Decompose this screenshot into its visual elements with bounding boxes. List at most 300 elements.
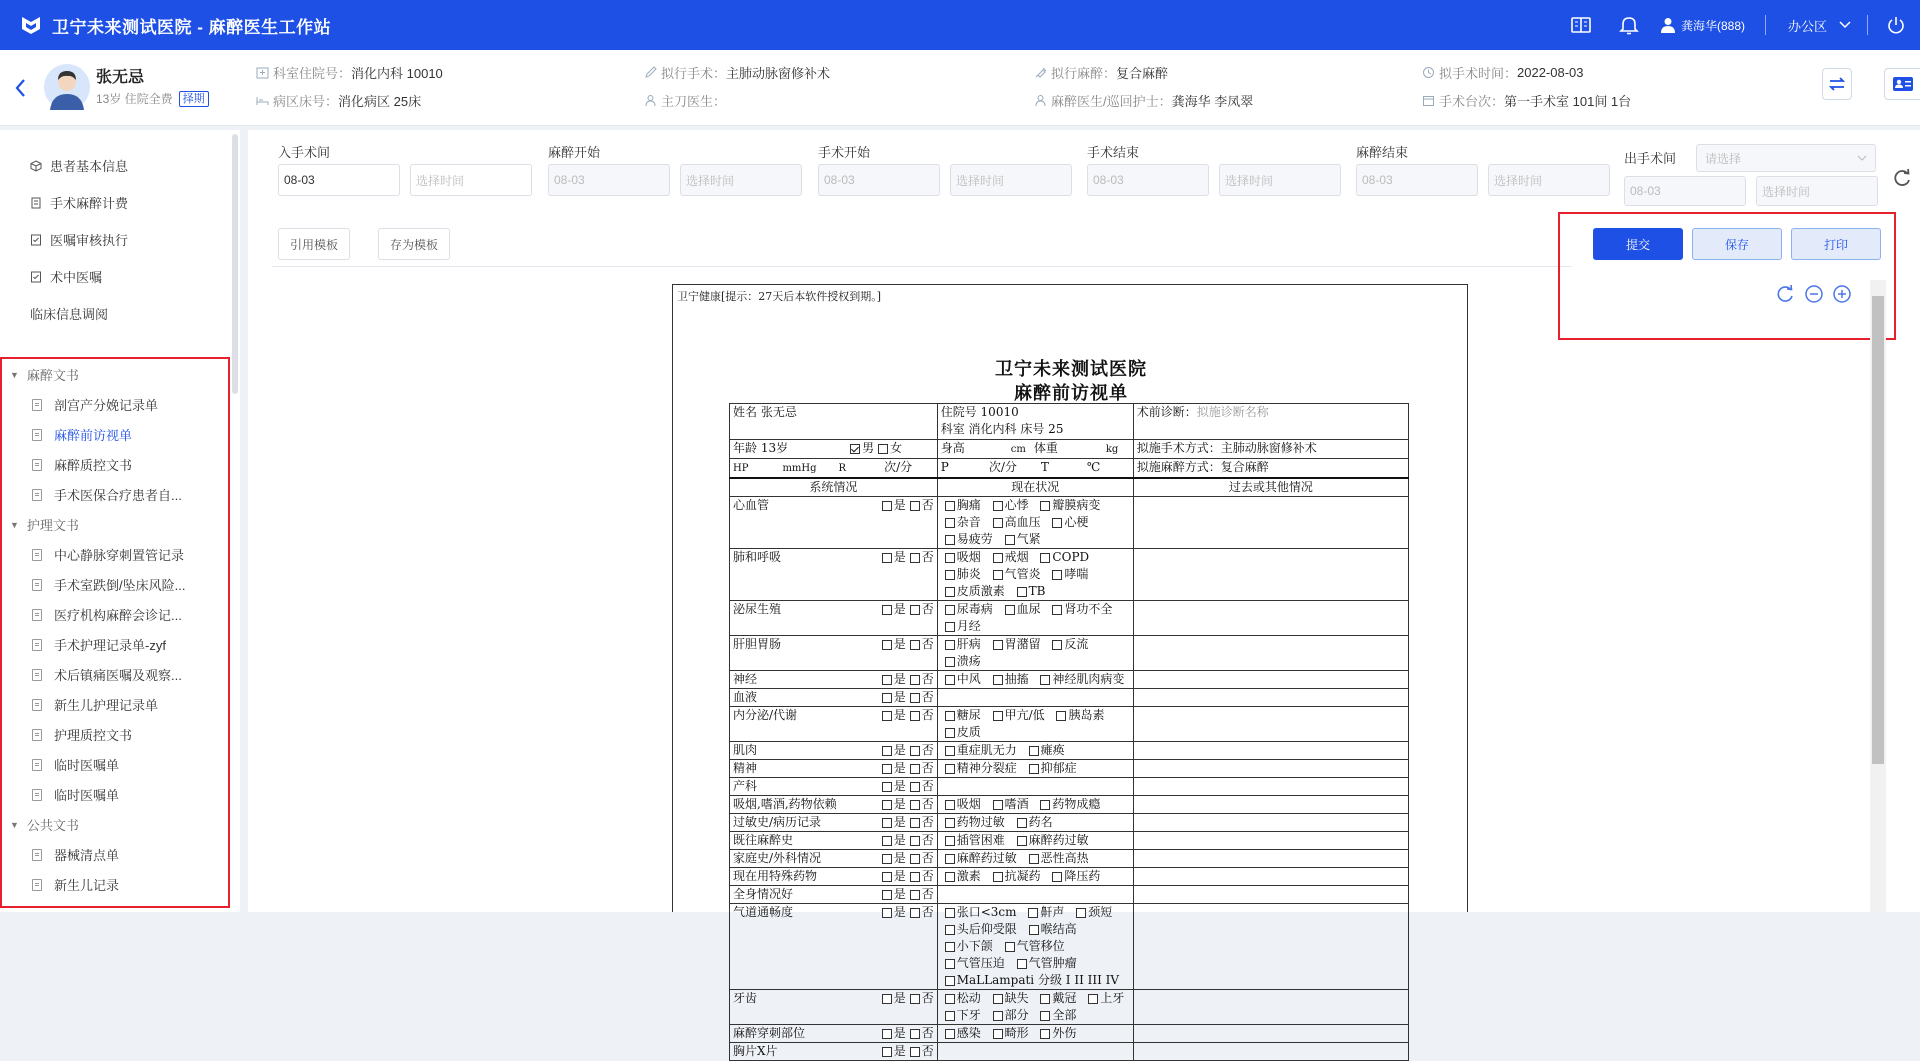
- no-checkbox[interactable]: [910, 818, 920, 828]
- option-checkbox[interactable]: [1040, 800, 1050, 810]
- option-checkbox[interactable]: [993, 518, 1003, 528]
- option-checkbox[interactable]: [945, 994, 955, 1004]
- option-checkbox[interactable]: [1029, 925, 1039, 935]
- form-row: [730, 601, 1409, 636]
- past-history-cell[interactable]: [1133, 850, 1408, 868]
- past-history-cell[interactable]: [1133, 904, 1408, 990]
- option-checkbox[interactable]: [1056, 711, 1066, 721]
- status-option[interactable]: [1036, 498, 1100, 512]
- option-checkbox[interactable]: [1088, 994, 1098, 1004]
- option-checkbox[interactable]: [945, 818, 955, 828]
- status-option[interactable]: [1025, 743, 1065, 757]
- status-option[interactable]: [1036, 1008, 1076, 1022]
- current-status-cell: [937, 636, 1133, 671]
- option-checkbox[interactable]: [945, 976, 955, 986]
- status-option[interactable]: [989, 1026, 1029, 1040]
- sidebar-item-clinical-info[interactable]: [30, 304, 108, 323]
- female-checkbox[interactable]: [878, 444, 888, 454]
- status-option[interactable]: [941, 672, 981, 686]
- option-checkbox[interactable]: [1040, 501, 1050, 511]
- ward-value: 消化病区 25床: [338, 94, 422, 109]
- past-history-cell[interactable]: [1133, 1043, 1408, 1061]
- time-label: 拟手术时间：: [1439, 66, 1518, 81]
- no-checkbox[interactable]: [910, 501, 920, 511]
- back-icon[interactable]: [12, 76, 30, 100]
- yes-checkbox[interactable]: [882, 872, 892, 882]
- current-status-cell: [937, 778, 1133, 796]
- no-checkbox[interactable]: [910, 890, 920, 900]
- option-checkbox[interactable]: [945, 728, 955, 738]
- option-checkbox[interactable]: [945, 553, 955, 563]
- status-option[interactable]: [941, 833, 1005, 847]
- status-option[interactable]: [941, 1026, 981, 1040]
- main-panel: [248, 130, 1920, 1058]
- yes-label: 是: [893, 869, 906, 883]
- system-name: 牙齿: [733, 991, 758, 1005]
- status-option[interactable]: [1013, 815, 1053, 829]
- yes-checkbox[interactable]: [882, 675, 892, 685]
- no-checkbox[interactable]: [910, 782, 920, 792]
- past-history-cell[interactable]: [1133, 707, 1408, 742]
- book-icon[interactable]: [1571, 15, 1591, 35]
- option-checkbox[interactable]: [945, 711, 955, 721]
- option-checkbox[interactable]: [993, 640, 1003, 650]
- save-button[interactable]: 保存: [1692, 228, 1782, 260]
- print-button[interactable]: 打印: [1791, 228, 1881, 260]
- office-label[interactable]: 办公区: [1787, 18, 1827, 34]
- status-option[interactable]: [1013, 833, 1089, 847]
- status-option[interactable]: [941, 922, 1017, 936]
- scrollbar-thumb[interactable]: [1872, 296, 1884, 764]
- anes-start-date-input[interactable]: 08-03: [548, 164, 670, 196]
- option-checkbox[interactable]: [993, 994, 1003, 1004]
- past-history-cell[interactable]: [1133, 601, 1408, 636]
- status-option[interactable]: [1036, 672, 1124, 686]
- caret-down-icon: ▼: [10, 819, 19, 830]
- status-option[interactable]: [989, 515, 1041, 529]
- anes-start-time-input[interactable]: 选择时间: [680, 164, 802, 196]
- option-checkbox[interactable]: [993, 570, 1003, 580]
- option-checkbox[interactable]: [945, 746, 955, 756]
- no-checkbox[interactable]: [910, 764, 920, 774]
- option-label: 激素: [956, 869, 981, 883]
- option-checkbox[interactable]: [1029, 764, 1039, 774]
- status-option[interactable]: [941, 797, 981, 811]
- option-checkbox[interactable]: [1005, 535, 1015, 545]
- sidebar-item-label: 患者基本信息: [50, 159, 129, 174]
- option-checkbox[interactable]: [945, 1029, 955, 1039]
- yes-label: 是: [893, 1026, 906, 1040]
- yes-checkbox[interactable]: [882, 693, 892, 703]
- option-checkbox[interactable]: [1029, 746, 1039, 756]
- status-option[interactable]: [941, 905, 1017, 919]
- status-option[interactable]: [941, 584, 1005, 598]
- option-checkbox[interactable]: [945, 622, 955, 632]
- status-option[interactable]: [989, 797, 1029, 811]
- yes-checkbox[interactable]: [882, 1029, 892, 1039]
- status-option[interactable]: [941, 761, 1017, 775]
- past-history-cell[interactable]: [1133, 886, 1408, 904]
- option-checkbox[interactable]: [1052, 570, 1062, 580]
- status-option[interactable]: [941, 567, 981, 581]
- bell-icon[interactable]: [1619, 15, 1639, 35]
- past-history-cell[interactable]: [1133, 671, 1408, 689]
- no-checkbox[interactable]: [910, 711, 920, 721]
- option-label: 感染: [956, 1026, 981, 1040]
- no-checkbox[interactable]: [910, 994, 920, 1004]
- leave-room-date-input[interactable]: 08-03: [1624, 176, 1746, 206]
- option-checkbox[interactable]: [1017, 959, 1027, 969]
- status-option[interactable]: [941, 637, 981, 651]
- no-checkbox[interactable]: [910, 872, 920, 882]
- option-checkbox[interactable]: [945, 640, 955, 650]
- option-checkbox[interactable]: [945, 657, 955, 667]
- sidebar-item-patient-info[interactable]: [30, 156, 128, 175]
- yes-checkbox[interactable]: [882, 711, 892, 721]
- past-history-cell[interactable]: [1133, 549, 1408, 601]
- no-checkbox[interactable]: [910, 800, 920, 810]
- system-name: 气道通畅度: [733, 905, 794, 919]
- option-label: COPD: [1052, 550, 1090, 564]
- status-option[interactable]: [989, 637, 1041, 651]
- label-op-start: 手术开始: [818, 145, 871, 160]
- status-option[interactable]: [941, 725, 981, 739]
- option-checkbox[interactable]: [1040, 675, 1050, 685]
- option-checkbox[interactable]: [945, 605, 955, 615]
- yes-no-group: [878, 497, 934, 514]
- option-checkbox[interactable]: [1052, 872, 1062, 882]
- option-checkbox[interactable]: [1040, 1029, 1050, 1039]
- option-checkbox[interactable]: [945, 872, 955, 882]
- option-checkbox[interactable]: [993, 872, 1003, 882]
- form-row: [730, 796, 1409, 814]
- current-status-cell: [937, 601, 1133, 636]
- age-text: 年龄 13岁: [733, 441, 789, 455]
- option-checkbox[interactable]: [1040, 994, 1050, 1004]
- past-history-cell[interactable]: [1133, 796, 1408, 814]
- status-option[interactable]: [1048, 602, 1112, 616]
- option-checkbox[interactable]: [993, 711, 1003, 721]
- bp-cell[interactable]: [730, 459, 938, 479]
- option-label: 抗凝药: [1004, 869, 1041, 883]
- form-row: [730, 497, 1409, 549]
- option-label: 麻醉药过敏: [1028, 833, 1089, 847]
- option-checkbox[interactable]: [945, 942, 955, 952]
- status-option[interactable]: [941, 851, 1017, 865]
- option-checkbox[interactable]: [945, 501, 955, 511]
- option-checkbox[interactable]: [945, 959, 955, 969]
- status-option[interactable]: [941, 815, 1005, 829]
- label-enter-room: 入手术间: [278, 145, 331, 160]
- no-checkbox[interactable]: [910, 746, 920, 756]
- status-option[interactable]: [1025, 761, 1077, 775]
- status-option[interactable]: [1048, 637, 1088, 651]
- status-option[interactable]: [1052, 708, 1104, 722]
- system-cell: [730, 689, 938, 707]
- no-checkbox[interactable]: [910, 640, 920, 650]
- status-option[interactable]: [941, 550, 981, 564]
- option-label: 心梗: [1064, 515, 1089, 529]
- doc-label: 新生儿护理记录单: [54, 698, 159, 713]
- save-template-button[interactable]: 存为模板: [378, 228, 450, 260]
- status-option[interactable]: [1036, 991, 1076, 1005]
- no-label: 否: [921, 637, 934, 651]
- option-checkbox[interactable]: [993, 1029, 1003, 1039]
- yes-no-group: [878, 990, 934, 1007]
- male-checkbox[interactable]: [850, 444, 860, 454]
- staff-field: [1034, 91, 1253, 110]
- status-option[interactable]: [941, 956, 1005, 970]
- option-label: 松动: [956, 991, 981, 1005]
- yes-checkbox[interactable]: [882, 890, 892, 900]
- status-option[interactable]: [989, 991, 1029, 1005]
- option-checkbox[interactable]: [1040, 1011, 1050, 1021]
- current-status-cell: [937, 1025, 1133, 1043]
- status-option[interactable]: [1025, 922, 1077, 936]
- option-checkbox[interactable]: [945, 587, 955, 597]
- yes-checkbox[interactable]: [882, 553, 892, 563]
- doc-label: 医疗机构麻醉会诊记...: [54, 608, 182, 623]
- option-label: 戒烟: [1004, 550, 1029, 564]
- status-option[interactable]: [1036, 797, 1100, 811]
- no-checkbox[interactable]: [910, 854, 920, 864]
- doc-label: 临时医嘱单: [54, 758, 120, 773]
- option-checkbox[interactable]: [1017, 587, 1027, 597]
- past-history-cell[interactable]: [1133, 742, 1408, 760]
- yes-no-group: [878, 886, 934, 903]
- yes-checkbox[interactable]: [882, 800, 892, 810]
- option-checkbox[interactable]: [945, 908, 955, 918]
- op-end-time-input[interactable]: 选择时间: [1219, 164, 1341, 196]
- sidebar-scrollbar[interactable]: [232, 134, 238, 394]
- status-option[interactable]: [989, 550, 1029, 564]
- past-history-cell[interactable]: [1133, 778, 1408, 796]
- patient-age-fee: 13岁 住院全费: [96, 92, 173, 106]
- sidebar-item-label: 临床信息调阅: [30, 307, 109, 322]
- status-option[interactable]: [1025, 851, 1089, 865]
- power-icon[interactable]: [1886, 15, 1906, 35]
- option-checkbox[interactable]: [1052, 605, 1062, 615]
- sidebar-item-label: 医嘱审核执行: [50, 233, 129, 248]
- no-label: 否: [921, 672, 934, 686]
- height-weight-cell[interactable]: [937, 440, 1133, 459]
- past-history-cell[interactable]: [1133, 1025, 1408, 1043]
- status-option[interactable]: [1036, 550, 1089, 564]
- no-checkbox[interactable]: [910, 553, 920, 563]
- status-option[interactable]: [941, 991, 981, 1005]
- chevron-down-icon[interactable]: [1835, 15, 1855, 35]
- past-history-cell[interactable]: [1133, 814, 1408, 832]
- yes-checkbox[interactable]: [882, 782, 892, 792]
- option-checkbox[interactable]: [993, 800, 1003, 810]
- pulse-temp-cell[interactable]: [937, 459, 1133, 479]
- option-checkbox[interactable]: [945, 1011, 955, 1021]
- doc-label: 手术医保合疗患者自...: [54, 488, 182, 503]
- yes-checkbox[interactable]: [882, 818, 892, 828]
- status-option[interactable]: [941, 939, 993, 953]
- enter-room-date-input[interactable]: 08-03: [278, 164, 400, 196]
- option-checkbox[interactable]: [993, 1011, 1003, 1021]
- status-option[interactable]: [941, 1008, 981, 1022]
- status-option[interactable]: [941, 708, 981, 722]
- option-label: 胰岛素: [1068, 708, 1105, 722]
- leave-room-time-input[interactable]: 选择时间: [1756, 176, 1878, 206]
- status-option[interactable]: [1001, 939, 1065, 953]
- yes-checkbox[interactable]: [882, 908, 892, 918]
- yes-checkbox[interactable]: [882, 764, 892, 774]
- status-option[interactable]: [941, 498, 981, 512]
- sidebar-item-label: 术中医嘱: [50, 270, 103, 285]
- anes-end-date-input[interactable]: 08-03: [1356, 164, 1478, 196]
- system-cell: [730, 1043, 938, 1061]
- status-option[interactable]: [941, 532, 993, 546]
- yes-checkbox[interactable]: [882, 605, 892, 615]
- caret-down-icon: ▼: [10, 519, 19, 530]
- no-checkbox[interactable]: [910, 675, 920, 685]
- status-option[interactable]: [941, 602, 993, 616]
- system-cell: [730, 1025, 938, 1043]
- past-history-cell[interactable]: [1133, 832, 1408, 850]
- yes-checkbox[interactable]: [882, 501, 892, 511]
- past-history-cell[interactable]: [1133, 760, 1408, 778]
- status-option[interactable]: [989, 1008, 1029, 1022]
- past-history-cell[interactable]: [1133, 497, 1408, 549]
- yes-no-group: [878, 601, 934, 618]
- enter-room-time-input[interactable]: 选择时间: [410, 164, 532, 196]
- status-option[interactable]: [989, 708, 1045, 722]
- user-menu[interactable]: [1661, 17, 1745, 34]
- option-checkbox[interactable]: [945, 854, 955, 864]
- switch-patient-button[interactable]: [1822, 68, 1852, 100]
- anes-end-time-input[interactable]: 选择时间: [1488, 164, 1610, 196]
- status-option[interactable]: [941, 654, 981, 668]
- hospital-icon: [256, 66, 269, 79]
- status-option[interactable]: [941, 619, 981, 633]
- status-option[interactable]: [941, 973, 1119, 987]
- no-checkbox[interactable]: [910, 1029, 920, 1039]
- no-checkbox[interactable]: [910, 836, 920, 846]
- option-checkbox[interactable]: [945, 836, 955, 846]
- yes-checkbox[interactable]: [882, 640, 892, 650]
- yes-label: 是: [893, 602, 906, 616]
- option-checkbox[interactable]: [945, 925, 955, 935]
- option-checkbox[interactable]: [1017, 818, 1027, 828]
- use-template-button[interactable]: 引用模板: [278, 228, 350, 260]
- status-option[interactable]: [989, 498, 1029, 512]
- option-checkbox[interactable]: [1005, 942, 1015, 952]
- sidebar-item-intraop-orders[interactable]: [30, 267, 102, 286]
- option-checkbox[interactable]: [1005, 605, 1015, 615]
- op-end-date-input[interactable]: 08-03: [1087, 164, 1209, 196]
- option-checkbox[interactable]: [1052, 518, 1062, 528]
- patient-card-button[interactable]: [1884, 68, 1920, 100]
- status-option[interactable]: [1084, 991, 1124, 1005]
- no-checkbox[interactable]: [910, 605, 920, 615]
- status-option[interactable]: [941, 743, 1017, 757]
- status-option[interactable]: [941, 515, 981, 529]
- op-start-date-input[interactable]: 08-03: [818, 164, 940, 196]
- status-option[interactable]: [989, 567, 1041, 581]
- option-checkbox[interactable]: [945, 570, 955, 580]
- document-scrollbar[interactable]: [1870, 280, 1886, 912]
- leave-room-select[interactable]: [1696, 144, 1876, 172]
- no-checkbox[interactable]: [910, 693, 920, 703]
- id-card-icon: [1892, 76, 1914, 92]
- option-label: 肝病: [956, 637, 981, 651]
- height-unit: cm: [1010, 444, 1026, 455]
- status-option[interactable]: [1001, 532, 1041, 546]
- no-checkbox[interactable]: [910, 1047, 920, 1057]
- past-history-cell[interactable]: [1133, 868, 1408, 886]
- option-checkbox[interactable]: [1028, 908, 1038, 918]
- option-checkbox[interactable]: [945, 535, 955, 545]
- yes-checkbox[interactable]: [882, 746, 892, 756]
- option-checkbox[interactable]: [993, 675, 1003, 685]
- option-checkbox[interactable]: [1029, 854, 1039, 864]
- option-checkbox[interactable]: [945, 675, 955, 685]
- status-option[interactable]: [989, 869, 1041, 883]
- status-option[interactable]: [989, 672, 1029, 686]
- yes-checkbox[interactable]: [882, 1047, 892, 1057]
- status-option[interactable]: [1048, 869, 1100, 883]
- past-history-cell[interactable]: [1133, 990, 1408, 1025]
- option-checkbox[interactable]: [945, 518, 955, 528]
- current-status-cell: [937, 990, 1133, 1025]
- option-checkbox[interactable]: [993, 501, 1003, 511]
- sidebar-item-billing[interactable]: [30, 193, 128, 212]
- sidebar-item-label: 手术麻醉计费: [50, 196, 129, 211]
- system-cell: [730, 742, 938, 760]
- status-option[interactable]: [1013, 956, 1077, 970]
- yes-checkbox[interactable]: [882, 854, 892, 864]
- status-option[interactable]: [1048, 567, 1088, 581]
- option-checkbox[interactable]: [1076, 908, 1086, 918]
- status-option[interactable]: [1013, 584, 1046, 598]
- sidebar-item-order-review[interactable]: [30, 230, 128, 249]
- option-checkbox[interactable]: [1052, 640, 1062, 650]
- option-checkbox[interactable]: [1017, 836, 1027, 846]
- refresh-icon[interactable]: [1892, 168, 1912, 188]
- yes-checkbox[interactable]: [882, 994, 892, 1004]
- option-checkbox[interactable]: [993, 553, 1003, 563]
- status-option[interactable]: [1072, 905, 1112, 919]
- status-option[interactable]: [1024, 905, 1064, 919]
- anesthesia-label: 拟行麻醉：: [1051, 66, 1117, 81]
- status-option[interactable]: [1036, 1026, 1076, 1040]
- op-start-time-input[interactable]: 选择时间: [950, 164, 1072, 196]
- diagnosis-cell[interactable]: [1133, 404, 1408, 440]
- status-option[interactable]: [1001, 602, 1041, 616]
- option-checkbox[interactable]: [1040, 553, 1050, 563]
- status-option[interactable]: [941, 869, 981, 883]
- header-past: 过去或其他情况: [1133, 478, 1408, 497]
- option-checkbox[interactable]: [945, 800, 955, 810]
- no-label: 否: [921, 602, 934, 616]
- yes-checkbox[interactable]: [882, 836, 892, 846]
- no-checkbox[interactable]: [910, 908, 920, 918]
- system-cell: [730, 636, 938, 671]
- system-name: 神经: [733, 672, 758, 686]
- highlight-box: [0, 357, 230, 908]
- option-checkbox[interactable]: [945, 764, 955, 774]
- t-label: T: [1040, 460, 1049, 474]
- submit-button[interactable]: 提交: [1593, 228, 1683, 260]
- status-option[interactable]: [1048, 515, 1088, 529]
- past-history-cell[interactable]: [1133, 689, 1408, 707]
- current-status-cell: [937, 850, 1133, 868]
- select-placeholder: 请选择: [1705, 151, 1742, 166]
- past-history-cell[interactable]: [1133, 636, 1408, 671]
